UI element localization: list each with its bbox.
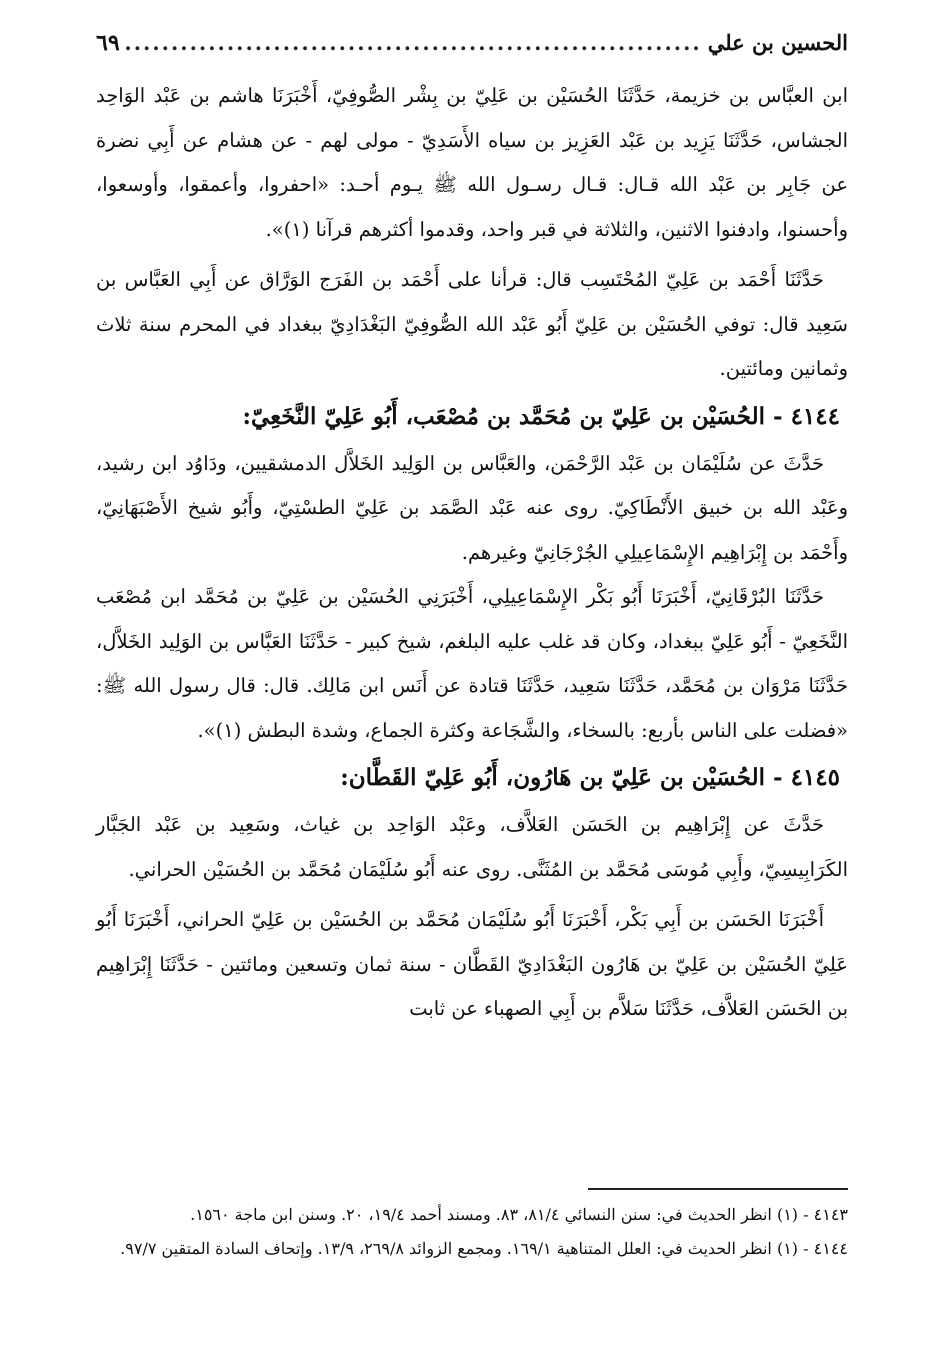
page-number: ٦٩ <box>96 30 120 56</box>
footnote-divider <box>588 1188 848 1190</box>
paragraph-hadith-4145: أَخْبَرَنَا الحَسَن بن أَبِي بَكْر، أَخْبَرَنَا أَبُو سُلَيْمَان مُحَمَّد بن الحُسَيْن بن عَلِيّ الحراني، أَخْبَرَنَا أَبُو عَلِيّ الحُسَيْن بن عَلِيّ بن هَارُون البَغْدَادِيّ القَطَّان - سنة ثمان وتسعين ومائتين - حَدَّثَنَا إِبْرَاهِيم بن الحَسَن العَلاَّف، حَدَّثَنَا سَلاَّم بن أَبِي الصهباء عن ثابت <box>96 908 848 1020</box>
paragraph-narrators-4144: حَدَّثَ عن سُلَيْمَان بن عَبْد الرَّحْمَن، والعَبَّاس بن الوَلِيد الخَلاَّل الدمشقيين، ودَاوُد ابن رشيد، وعَبْد الله بن خبيق الأَنْطَاكِيّ. روى عنه عَبْد الصَّمَد بن عَلِيّ الطسْتِيّ، وأَبُو شيخ الأَصْبَهَانِيّ، وأَحْمَد بن إِبْرَاهِيم الإِسْمَاعِيلِي الجُرْجَانِيّ وغيرهم. <box>96 451 848 564</box>
book-page <box>96 30 848 1330</box>
paragraph-hadith-4143: ابن العبَّاس بن خزيمة، حَدَّثَنَا الحُسَيْن بن عَلِيّ بن بِشْر الصُّوفِيّ، أَخْبَرَنَا هاشم بن عَبْد الوَاحِد الجشاس، حَدَّثَنَا يَزِيد بن عَبْد العَزِيز بن سياه الأَسَدِيّ - مولى لهم - عن هشام عن أَبِي نضرة عن جَابِر بن عَبْد الله قـال: قـال رسـول الله ﷺ يـوم أحـد: «احفروا، وأعمقوا، وأوسعوا، وأحسنوا، وادفنوا الاثنين، والثلاثة في قبر واحد، وقدموا أكثرهم قرآنا (١)». <box>96 84 848 241</box>
entry-heading-4145: ٤١٤٥ - الحُسَيْن بن عَلِيّ بن هَارُون، أَبُو عَلِيّ القَطَّان: <box>340 764 840 791</box>
paragraph-hadith-4144: حَدَّثَنَا البُرْقَانِيّ، أَخْبَرَنَا أَبُو بَكْر الإِسْمَاعِيلِي، أَخْبَرَنِي الحُسَيْن بن عَلِيّ بن مُحَمَّد ابن مُصْعَب النَّخَعِيّ - أَبُو عَلِيّ ببغداد، وكان قد غلب عليه البلغم، شيخ كبير - حَدَّثَنَا العَبَّاس بن الوَلِيد الخَلاَّل، حَدَّثَنَا مَرْوَان بن مُحَمَّد، حَدَّثَنَا سَعِيد، حَدَّثَنَا قتادة عن أَنَس ابن مَالِك. قال: قال رسول الله ﷺ: «فضلت على الناس بأربع: بالسخاء، والشَّجَاعة وكثرة الجماع، وشدة البطش (١)». <box>96 585 848 742</box>
paragraph-death-note: حَدَّثَنَا أَحْمَد بن عَلِيّ المُحْتَسِب قال: قرأنا على أَحْمَد بن الفَرَج الوَرَّاق عن أَبِي العَبَّاس بن سَعِيد قال: توفي الحُسَيْن بن عَلِيّ أَبُو عَبْد الله الصُّوفِيّ البَغْدَادِيّ ببغداد في المحرم سنة ثلاث وثمانين ومائتين. <box>96 268 848 380</box>
main-text <box>96 74 848 1032</box>
running-head-leader-dots <box>126 30 702 55</box>
running-head-title: الحسين بن علي <box>707 30 848 55</box>
footnote-4144: ٤١٤٤ - (١) انظر الحديث في: العلل المتناهية ١٦٩/١. ومجمع الزوائد ٢٦٩/٨، ١٣/٩. وإتحاف السادة المتقين ٩٧/٧. <box>120 1239 848 1258</box>
entry-heading-4144: ٤١٤٤ - الحُسَيْن بن عَلِيّ بن مُحَمَّد بن مُصْعَب، أَبُو عَلِيّ النَّخَعِيّ: <box>242 402 840 430</box>
footnote-4143: ٤١٤٣ - (١) انظر الحديث في: سنن النسائي ٨١/٤، ٨٣. ومسند أحمد ١٩/٤، ٢٠. وسنن ابن ماجة ١٥٦٠. <box>190 1205 848 1224</box>
running-head <box>96 30 848 74</box>
footnotes <box>96 1200 848 1268</box>
paragraph-narrators-4145: حَدَّثَ عن إِبْرَاهِيم بن الحَسَن العَلاَّف، وعَبْد الوَاحِد بن غياث، وسَعِيد بن عَبْد الجَبَّار الكَرَابِيسِيّ، وأَبِي مُوسَى مُحَمَّد بن المُثَنَّى. روى عنه أَبُو سُلَيْمَان مُحَمَّد بن الحُسَيْن الحراني. <box>96 813 848 881</box>
